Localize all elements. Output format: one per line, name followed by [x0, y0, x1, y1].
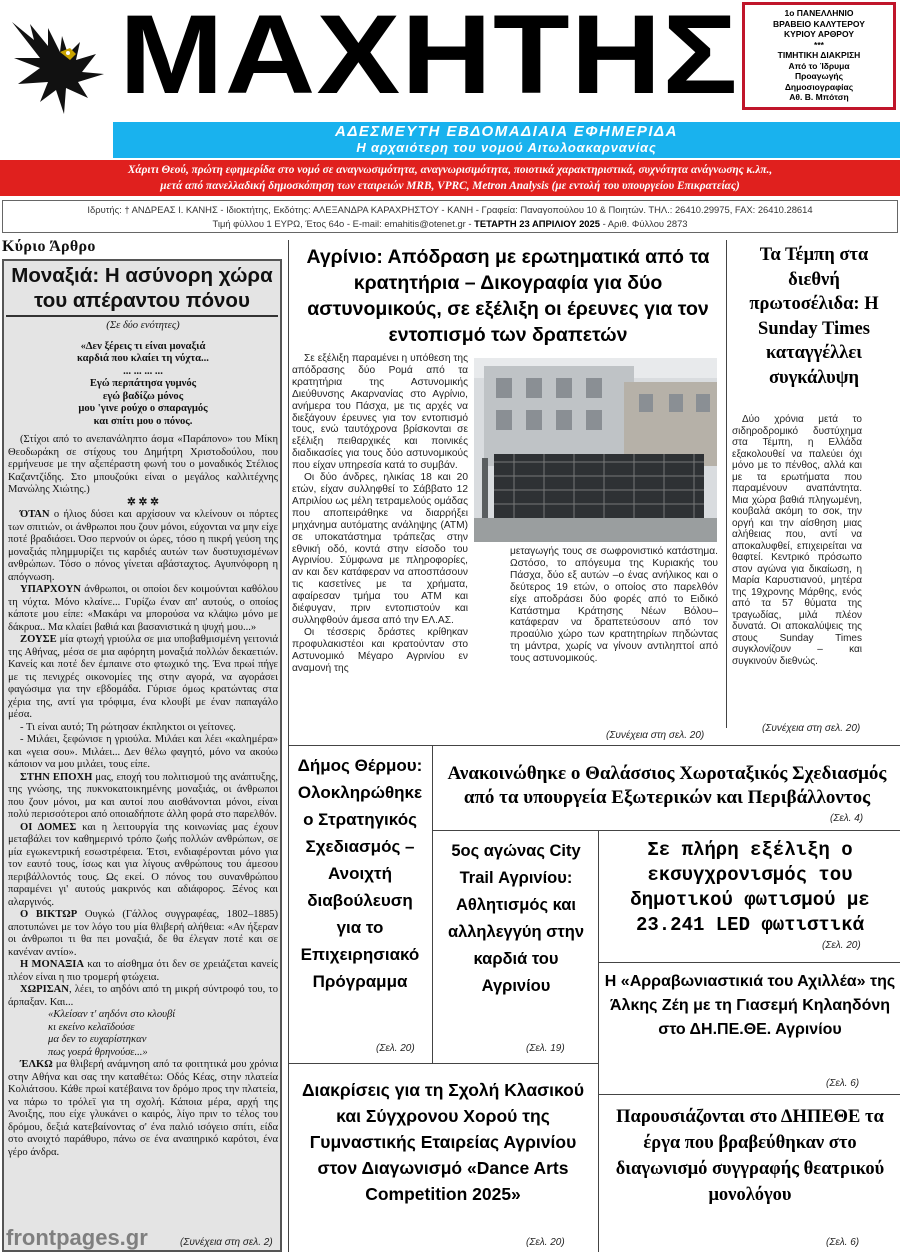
info-line-1: Ιδρυτής: † ΑΝΔΡΕΑΣ Ι. ΚΑΝΗΣ - Ιδιοκτήτης, Εκδότης: ΑΛΕΞΑΝΔΡΑ ΚΑΡΑΧΡΗΣΤΟΥ - ΚΑΝΗ - Γραφεία: Παναγοπούλου 10 & Ποιητών. ΤΗΛ.: 26410.29975, FAX: 26410.28614 — [87, 204, 813, 215]
lead-article-title: Μοναξιά: Η ασύνορη χώρα του απέραντου πόνου — [6, 263, 278, 319]
subtitle-band — [113, 122, 900, 158]
ranking-line-1: Χάριτι Θεού, πρώτη εφημερίδα στο νομό σε αναγνωσιμότητα, αναγνωρισιμότητα, ποιοτικά χαρακτηριστικά, συχνότητα ανάγνωσης κ.λπ., — [127, 164, 773, 176]
issue-date: ΤΕΤΑΡΤΗ 23 ΑΠΡΙΛΙΟΥ 2025 — [474, 218, 600, 229]
row-divider — [598, 1094, 900, 1095]
section-label: Κύριο Άρθρο — [2, 238, 96, 255]
watermark: frontpages.gr — [6, 1225, 148, 1250]
award-line: 1ο ΠΑΝΕΛΛΗΝΙΟ — [784, 8, 854, 18]
quote-line: πως γοερά θρηνούσε...» — [48, 1046, 148, 1058]
publisher-info — [2, 200, 898, 233]
tempi-headline: Τα Τέμπη στα διεθνή πρωτοσέλιδα: Η Sunday Times καταγγέλλει συγκάλυψη — [749, 245, 879, 388]
award-line: Αθ. Β. Μπότση — [789, 92, 849, 102]
paragraph: ΈΛΚΩ μα θλιβερή ανάμνηση από τα φοιτητικά μου χρόνια στην Αθήνα και σας την καταθέτω: Οδός Κέας, στην πλατεία Κολιάτσου. Κάθε πρωί κατέβαινα τον δρόμο προς την πλατεία, να πάρω το τρόλεϊ για τη σχολή. Κάποια μέρα, αρχή της Άνοιξης, που είχε γλυκάνει ο καιρός, λίγο πριν το τέλος του δρόμου, δεξιά κατεβαίνοντας σ' ένα παλιό ισόγειο σπίτι, είδα στο ανοιχτό παράθυρο, πάνω σε ένα αναπηρικό καρότσι, ένα γέρο άνδρα. — [8, 1059, 278, 1158]
paragraph: Ο ΒΙΚΤΩΡ Ουγκώ (Γάλλος συγγραφέας, 1802–1885) αποτυπώνει με τον λόγο του μία θλιβερή αλήθεια: «Αν ήξεραν οι άνθρωποι τι θα πει μοναξιά, δε θα έλεγαν ποτέ και σε κανέναν αντίο». — [8, 909, 278, 958]
award-line: ΤΙΜΗΤΙΚΗ ΔΙΑΚΡΙΣΗ — [777, 50, 861, 60]
paragraph: ΣΤΗΝ ΕΠΟΧΗ μας, εποχή του πολιτισμού της ανάπτυξης, της γνώσης, της πυκνοκατοικημένης μοναξιάς, οι άνθρωποι που ζουν μόνοι, μα και αυτοί που αισθάνονται μόνοι, είναι πολύ περισσότεροι από οποιαδήποτε άλλη φορά στο παρελθόν. — [8, 771, 279, 820]
paragraph: - Τι είναι αυτό; Τη ρώτησαν έκπληκτοι οι γείτονες. — [20, 721, 236, 733]
citytrail-headline: 5ος αγώνας City Trail Αγρινίου: Αθλητισμός και αλληλεγγύη στην καρδιά του Αγρινίου — [447, 842, 585, 995]
lead-continued: (Συνέχεια στη σελ. 2) — [180, 1237, 273, 1248]
award-line: ΚΥΡΙΟΥ ΑΡΘΡΟΥ — [783, 29, 855, 39]
theater-page: (Σελ. 6) — [826, 1078, 860, 1089]
led-headline: Σε πλήρη εξέλιξη ο εκσυγχρονισμός του δημοτικού φωτισμού με 23.241 LED φωτιστικά — [630, 839, 870, 936]
lead-article-body — [8, 320, 278, 1159]
poem-line: «Δεν ξέρεις τι είναι μοναξιά — [80, 340, 206, 352]
paragraph: (Στίχοι από το ανεπανάληπτο άσμα «Παράπονο» του Μίκη Θεοδωράκη σε στίχους του Δημήτρη Χριστοδούλου, που ερμήνευσε με την αξεπέραστη φωνή του ο μοναδικός Στέλιος Καζαντζίδης. Στο μπουζούκι είναι ο μεγάλος καλλιτέχνης Μανώλης Χιώτης.) — [8, 434, 278, 495]
escape-body-col1: Σε εξέλιξη παραμένει η υπόθεση της απόδρασης δύο Ρομά από τα κρατητήρια της Αστυνομικής Διεύθυνσης Ακαρνανίας στο Αγρίνιο, ανήμερα του Πάσχα, με τις αρχές να διεξάγουν έρευνες για τον εντοπισμό τους, ενώ ταυτόχρονα βρίσκονται σε εξέλιξη πειθαρχικές και ποινικές διαδικασίες για τους δύο αστυνομικούς που είχαν υπηρεσία κατά το συμβάν. Οι δύο άνδρες, ηλικίας 18 και 20 ετών, είχαν συλληφθεί το Σάββατο 12 Απριλίου ως μέλη τετραμελούς ομάδας που αποπειράθηκε να διαρρήξει μηχάνημα αυτόματης ανάληψης (ΑΤΜ) σε υποκατάστημα τράπεζας στην εθνική οδό, κοντά στην είσοδο του Αγρινίου. Σύμφωνα με πληροφορίες, αν και δεν κατάφεραν να αποσπάσουν τις κασετίνες με τα χρήματα, αφαίρεσαν τμήμα του ΑΤΜ και διέφυγαν, πριν εντοπιστούν και συλληφθούν άμεσα από την ΕΛ.ΑΣ. Οι τέσσερις δράστες κρίθηκαν προφυλακιστέοι και κρατούνταν στο Αστυνομικό Μέγαρο Αγρινίου εν αναμονή της — [292, 353, 468, 674]
escape-body-col2: μεταγωγής τους σε σωφρονιστικό κατάστημα. Ωστόσο, το απόγευμα της Κυριακής του Πάσχα, δύο εξ αυτών –ο ένας ανήλικος και ο δεύτερος 19 ετών, ο οποίος στο παρελθόν είχε αποδράσει δύο φορές από το Ειδικό Κατάστημα Κράτησης Νέων Βόλου– κατάφεραν να δραπετεύσουν από τον προαύλιο χώρο των κρατητηρίων πηδώντας τη μάντρα, χωρίς να γίνουν αντιληπτοί από τους αστυνομικούς. — [510, 546, 718, 665]
award-line: Δημοσιογραφίας — [784, 81, 854, 92]
marine-page: (Σελ. 4) — [830, 813, 864, 824]
award-line: *** — [814, 39, 824, 50]
stars-divider: ✲ ✲ ✲ — [127, 496, 159, 508]
ranking-line-2: μετά από πανελλαδική δημοσκόπηση των εταιρειών MRB, VPRC, Metron Analysis (με εντολή του υπουργείου Επικρατείας) — [160, 180, 740, 192]
thermo-headline: Δήμος Θέρμου: Ολοκληρώθηκε ο Στρατηγικός Σχεδιασμός – Ανοιχτή διαβούλευση για το Επιχειρησιακό Πρόγραμμα — [297, 756, 423, 991]
dance-headline: Διακρίσεις για τη Σχολή Κλασικού και Σύγχρονου Χορού της Γυμναστικής Εταιρείας Αγρινίου στον Διαγωνισμό «Dance Arts Competition 2025» — [301, 1080, 585, 1204]
tempi-continued: (Συνέχεια στη σελ. 20) — [762, 723, 861, 734]
info-line-2: Τιμή φύλλου 1 ΕΥΡΩ, Έτος 64ο - E-mail: emahitis@otenet.gr - ΤΕΤΑΡΤΗ 23 ΑΠΡΙΛΙΟΥ 2025 - Αριθ. Φύλλου 2873 — [212, 218, 688, 229]
paragraph: ΥΠΑΡΧΟΥΝ άνθρωποι, οι οποίοι δεν κοιμούνται καθόλου τη νύχτα. Μόνο κλαίνε... Γυρίζω έναν απ' αυτούς, ο οποίος κάποτε μου είπε: «Μακάρι να μπορούσα να κλάψω μόνο με δάκρυα.. Μα κλαίει βαθιά και βασανιστικά η ψυχή μου...» — [8, 584, 278, 633]
column-divider — [432, 745, 433, 1063]
escape-headline: Αγρίνιο: Απόδραση με ερωτηματικά από τα κρατητήρια – Δικογραφία για δύο αστυνομικούς, σε εξέλιξη οι έρευνες για τον εντοπισμό των δραπετών — [306, 246, 710, 346]
row-divider — [288, 745, 900, 746]
marine-headline: Ανακοινώθηκε ο Θαλάσσιος Χωροταξικός Σχεδιασμός από τα υπουργεία Εξωτερικών και Περιβάλλοντος — [447, 763, 887, 808]
monologue-headline: Παρουσιάζονται στο ΔΗΠΕΘΕ τα έργα που βραβεύθηκαν στο διαγωνισμό συγγραφής θεατρικού μονολόγου — [615, 1107, 885, 1205]
award-line: Από το Ίδρυμα — [788, 60, 850, 71]
detention-photo — [474, 358, 717, 542]
quote-line: κι εκείνο κελαϊδούσε — [48, 1021, 135, 1033]
paragraph: ΟΙ ΔΟΜΕΣ και η λειτουργία της κοινωνίας μας έχουν μεταβάλει τον καθημερινό τρόπο ζωής πολλών ανθρώπων, σε μία εγωκεντρική εσωστρέφεια. Έτσι, ενδιαφέρονται μόνο για τον εαυτό τους, ίσως και για λίγους ανθρώπους του άμεσου περιβάλλοντός τους. Ως εκεί. Ο πόνος του συνανθρώπου παραμένει γι' αυτούς μακρινός και αδιάφορος. Ξένος και αλαργινός. — [8, 821, 278, 908]
tempi-body: Δύο χρόνια μετά το σιδηροδρομικό δυστύχημα στα Τέμπη, η Ελλάδα εξακολουθεί να παλεύει όχι μόνο με το πένθος, αλλά και με τα ερωτήματα που παραμένουν αναπάντητα. Μια χώρα βαθιά πληγωμένη, κουβαλά ακόμη το σοκ, την οργή και την αίσθηση μιας αλήθειας που, αντί να αποκαλυφθεί, επιχειρείται να θαφτεί. Κεντρικό πρόσωπο στον αγώνα για δικαίωση, η Μαρία Καρυστιανού, μητέρα της 19χρονης Μάρθης, ενός από τα 57 θύματα της τραγωδίας, μιλά πλέον δυνατά. Οι αποκαλύψεις της στους Sunday Times συγκλονίζουν – και συγκινούν διεθνώς. — [732, 414, 862, 667]
award-line: Προαγωγής — [794, 71, 844, 81]
poem-line: και σπίτι μου ο πόνος. — [93, 415, 193, 427]
parts-note: (Σε δύο ενότητες) — [106, 320, 180, 331]
row-divider — [288, 1063, 598, 1064]
column-divider — [288, 240, 289, 1252]
poem-line: εγώ βαδίζω μόνος — [102, 390, 184, 402]
award-line: ΒΡΑΒΕΙΟ ΚΑΛΥΤΕΡΟΥ — [773, 18, 865, 29]
newspaper-title: ΜΑΧΗΤΗΣ — [119, 0, 739, 117]
paragraph: - Μιλάει, ξεφώνισε η γριούλα. Μιλάει και λέει «καλημέρα» και «γεια σου». Μιλάει... Δεν θέλω φαγητό, μόνο να ακούω κάποιον να μου μιλάει, τους είπε. — [8, 734, 278, 770]
quote-line: μα δεν το ευχαρίστηκαν — [48, 1034, 147, 1045]
thermo-page: (Σελ. 20) — [376, 1043, 415, 1054]
theater-headline: Η «Αρραβωνιαστικιά του Αχιλλέα» της Άλκης Ζέη με τη Γιασεμή Κηλαηδόνη στο ΔΗ.ΠΕ.ΘΕ. Αγρινίου — [604, 973, 896, 1038]
paragraph: ΌΤΑΝ ο ήλιος δύσει και αρχίσουν να κλείνουν οι πόρτες των σπιτιών, οι άνθρωποι που ζουν μόνοι, εύχονται να μην είχε ποτέ βραδιάσει. Όσο περνούν οι ώρες, τόσο η πικρή γεύση της μοναξιάς πλημμυρίζει τις καρδιές αυτών των δυστυχισμένων ανθρώπων. Τόσο ο πόνος γίνεται αβάσταχτος. Αγυπνόφορη η απόγνωση. — [8, 509, 278, 583]
poem-line: ... ... ... ... — [123, 365, 163, 377]
paragraph: ΖΟΥΣΕ μία φτωχή γριούλα σε μια υποβαθμισμένη γειτονιά της Αθήνας, μέσα σε μια αφόρητη μοναξιά πολλών δεκαετιών. Κανείς και ποτέ δεν έμπαινε στο φτωχικό της. Ένα πρωί πήγε με τις πενιχρές οικονομίες της στην αγορά, να αγοράσει φαγώσιμα για την εβδομάδα. Γύρισε όμως κρατώντας στα χέρια της, αντί για τρόφιμα, ένα κλουβί με έναν παπαγάλο μέσα. — [8, 634, 278, 720]
subtitle: ΑΔΕΣΜΕΥΤΗ ΕΒΔΟΜΑΔΙΑΙΑ ΕΦΗΜΕΡΙΔΑ — [335, 123, 678, 140]
award-box — [742, 2, 896, 110]
ranking-band — [0, 160, 900, 196]
column-divider — [726, 240, 727, 728]
title-rule — [6, 315, 278, 317]
poem-line: Εγώ περπάτησα γυμνός — [89, 378, 197, 389]
monologue-page: (Σελ. 6) — [826, 1237, 860, 1248]
paragraph: ΧΩΡΙΣΑΝ, λέει, το αηδόνι από τη μικρή σύντροφό του, το άρπαξαν. Και... — [8, 984, 278, 1008]
dance-page: (Σελ. 20) — [526, 1237, 565, 1248]
quote-line: «Κλείσαν τ' αηδόνι στο κλουβί — [48, 1009, 176, 1020]
quote — [8, 1009, 278, 1059]
row-divider — [432, 830, 900, 831]
poem-line: μου 'γινε ρούχο ο σπαραγμός — [78, 403, 208, 414]
citytrail-page: (Σελ. 19) — [526, 1043, 565, 1054]
led-page: (Σελ. 20) — [822, 940, 861, 951]
paragraph: Η ΜΟΝΑΞΙΑ και το αίσθημα ότι δεν σε χρειάζεται κανείς πλέον είναι η πιο τρομερή φτώχεια. — [8, 959, 278, 983]
tagline: Η αρχαιότερη του νομού Αιτωλοακαρνανίας — [356, 140, 657, 155]
column-divider — [598, 830, 599, 1252]
escape-continued: (Συνέχεια στη σελ. 20) — [606, 730, 705, 741]
poem — [8, 341, 278, 429]
row-divider — [598, 962, 900, 963]
poem-line: καρδιά που κλαίει τη νύχτα... — [77, 353, 209, 364]
